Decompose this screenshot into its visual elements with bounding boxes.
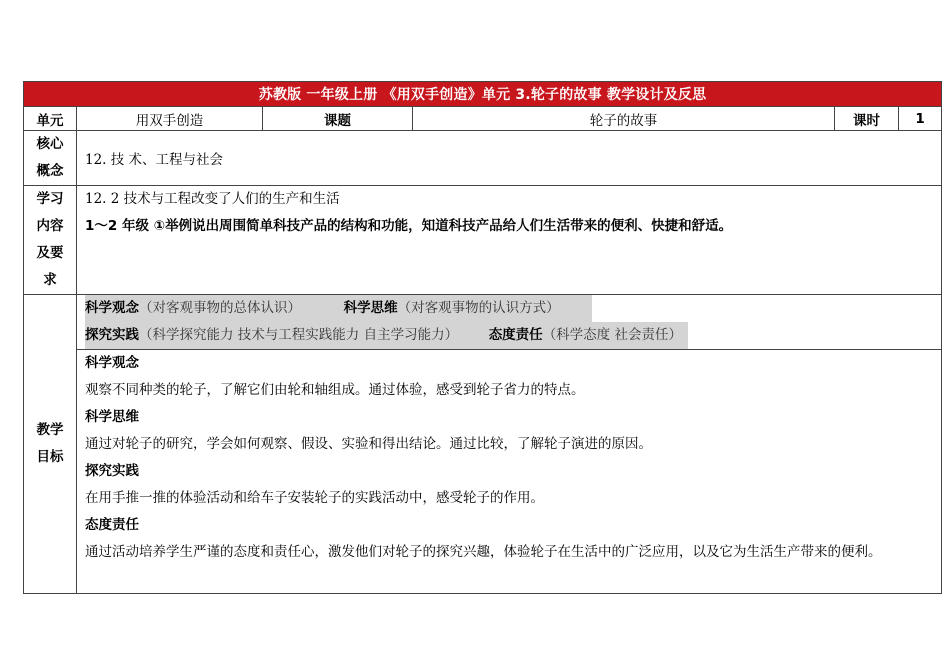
topic-label: 课题: [263, 107, 413, 131]
goal-section-title: 科学观念: [85, 355, 139, 371]
topic-value: 轮子的故事: [413, 107, 835, 131]
goal-section-text: 观察不同种类的轮子，了解它们由轮和轴组成。通过体验，感受到轮子省力的特点。: [85, 382, 585, 398]
summary-note-practice: （科学探究能力 技术与工程实践能力 自主学习能力）: [139, 327, 459, 343]
lesson-plan-document: [23, 81, 941, 594]
goal-section-text: 通过活动培养学生严谨的态度和责任心，激发他们对轮子的探究兴趣，体验轮子在生活中的广泛应用，以及它为生活生产带来的便利。: [85, 544, 882, 560]
goals-summary-line-2: [85, 322, 941, 349]
goals-summary-row: [24, 295, 942, 350]
hours-label: 课时: [835, 107, 899, 131]
content-label-line: 及要: [36, 245, 64, 261]
content-label-line: 内容: [36, 218, 64, 234]
content-label-line: 学习: [36, 191, 64, 207]
unit-value: 用双手创造: [77, 107, 263, 131]
content-value: [77, 186, 942, 295]
summary-note-attitude: （科学态度 社会责任）: [542, 327, 682, 343]
goal-section-title: 科学思维: [85, 409, 139, 425]
core-label-line: 核心: [36, 136, 64, 152]
goal-section-title: 探究实践: [85, 463, 139, 479]
hours-value: 1: [899, 107, 942, 131]
core-label-line: 概念: [36, 163, 64, 179]
content-label: [24, 186, 77, 295]
lesson-plan-table: [23, 81, 942, 594]
goals-label-line: 教学: [36, 422, 64, 438]
content-line-2: 1～2 年级 ①举例说出周围简单科技产品的结构和功能，知道科技产品给人们生活带来的便利、快捷和舒适。: [85, 218, 733, 234]
core-concept-value: 12. 技 术、工程与社会: [77, 131, 942, 186]
core-concept-label: [24, 131, 77, 186]
goals-detail: [77, 350, 942, 594]
summary-title-practice: 探究实践: [85, 327, 139, 343]
summary-note-concept: （对客观事物的总体认识）: [139, 300, 301, 316]
goals-detail-row: [24, 350, 942, 594]
content-label-line: 求: [43, 272, 57, 288]
goal-section-text: 在用手推一推的体验活动和给车子安装轮子的实践活动中，感受轮子的作用。: [85, 490, 544, 506]
goals-summary-line-1: [85, 295, 941, 322]
goals-summary: [77, 295, 942, 350]
header-row: [24, 82, 942, 107]
summary-note-thinking: （对客观事物的认识方式）: [397, 300, 560, 316]
core-concept-row: [24, 131, 942, 186]
content-row: [24, 186, 942, 295]
unit-label: 单元: [24, 107, 77, 131]
goals-label-line: 目标: [36, 449, 64, 465]
summary-title-attitude: 态度责任: [488, 327, 543, 343]
summary-highlight-2: [85, 322, 688, 349]
document-title: 苏教版 一年级上册 《用双手创造》单元 3.轮子的故事 教学设计及反思: [24, 82, 942, 107]
summary-highlight-1: [85, 295, 592, 322]
content-line-1: 12. 2 技术与工程改变了人们的生产和生活: [85, 191, 340, 207]
goal-section-title: 态度责任: [85, 517, 139, 533]
unit-row: [24, 107, 942, 131]
summary-title-concept: 科学观念: [85, 300, 139, 316]
goal-section-text: 通过对轮子的研究，学会如何观察、假设、实验和得出结论。通过比较，了解轮子演进的原因。: [85, 436, 652, 452]
goals-label: [24, 295, 77, 594]
summary-title-thinking: 科学思维: [343, 300, 398, 316]
